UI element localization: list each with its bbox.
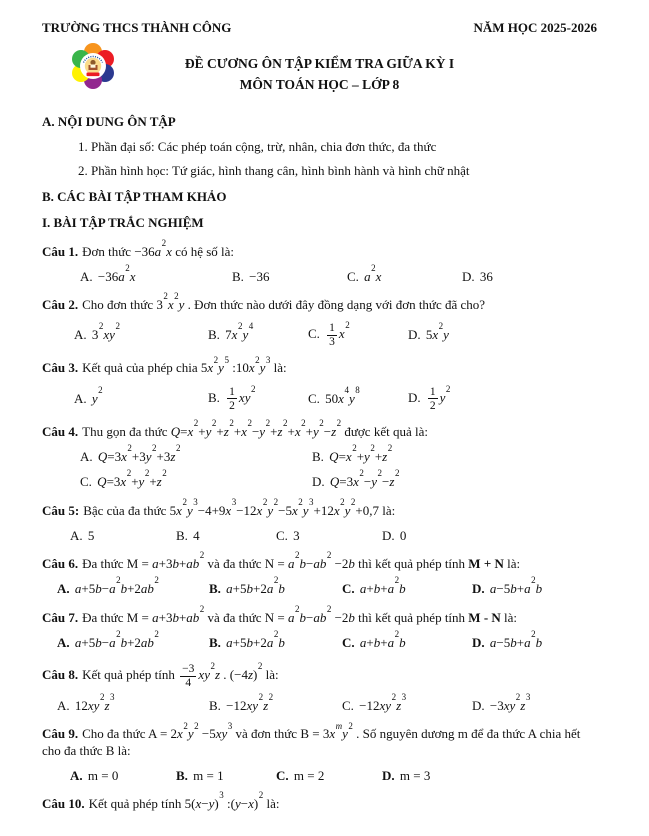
question-4 [42, 417, 597, 440]
question-4-options [42, 443, 597, 491]
question-8-option-a: A. $12xy^2z^3$ [57, 692, 115, 714]
question-10 [42, 790, 597, 812]
question-1-option-b: B. −36 [232, 268, 270, 284]
question-7-option-a: A. $a+5b-a^2b+2ab^2$ [57, 628, 159, 650]
question-7-number: Câu 7. [42, 609, 79, 625]
document-title-line2: MÔN TOÁN HỌC – LỚP 8 [239, 77, 400, 93]
question-4-number: Câu 4. [42, 423, 79, 439]
question-6 [42, 550, 597, 572]
question-7 [42, 603, 597, 626]
question-2-number: Câu 2. [42, 297, 79, 312]
question-6-number: Câu 6. [42, 556, 79, 571]
question-1-option-c: C. $a^2x$ [347, 262, 382, 284]
question-3-option-c: C. $50x^4y^8$ [308, 384, 360, 406]
question-5-option-a: A. 5 [70, 527, 95, 543]
question-1-option-a: A. $-36a^2x$ [80, 262, 136, 284]
question-4-option-a: A. $Q=3x^2+3y^2+3z^2$ [80, 443, 181, 464]
question-5 [42, 496, 597, 519]
question-5-number: Câu 5: [42, 502, 80, 518]
question-8-option-b: B. $-12xy^2z^2$ [209, 692, 274, 714]
question-4-text: Thu gọn đa thức $Q=x^2+y^2+z^2+x^2-y^2+z^2+x^2+y^2-z^2$ được kết quả là: [82, 417, 428, 439]
question-4-option-d: D. $Q=3x^2-y^2-z^2$ [312, 468, 400, 490]
section-b-heading: B. CÁC BÀI TẬP THAM KHẢO [42, 189, 227, 204]
question-5-option-d: D. 0 [382, 527, 407, 543]
question-9-option-a: A. m = 0 [70, 767, 119, 783]
question-10-number: Câu 10. [42, 796, 85, 812]
question-9-text: Cho đa thức $A = 2x^2y^2 -5xy^3$ và đơn thức $B = 3x^my^2$ . Số nguyên dương m để đa thức A chia hết cho đa thức B là: [42, 720, 581, 758]
question-5-option-b: B. 4 [176, 527, 200, 543]
question-6-options [42, 575, 597, 597]
question-2-option-b: B. $7x^2y^4$ [208, 321, 254, 343]
question-2-option-d: D. $5x^2y$ [408, 321, 449, 343]
question-9-options [42, 768, 597, 784]
question-5-options [42, 528, 597, 544]
section-a-item-1: 1. Phần đại số: Các phép toán cộng, trừ, nhân, chia đơn thức, đa thức [78, 138, 437, 154]
question-8 [42, 663, 597, 689]
question-7-option-d: D. $a-5b+a^2b$ [472, 628, 543, 650]
question-4-option-b: B. $Q=x^2+y^2+z^2$ [312, 443, 393, 464]
question-2-text: Cho đơn thức $3^2x^2y$ . Đơn thức nào dưới đây đồng dạng với đơn thức đã cho? [82, 291, 486, 312]
question-6-option-b: B. $a+5b+2a^2b$ [209, 575, 285, 597]
question-6-text: Đa thức $M = a+3b+ab^2$ và đa thức $N = a^2b-ab^2 -2b$ thì kết quả phép tính M + N là: [82, 550, 521, 571]
section-a-item-2: 2. Phần hình học: Tứ giác, hình thang cân, hình bình hành và hình chữ nhật [78, 162, 470, 178]
section-i-heading: I. BÀI TẬP TRẮC NGHIỆM [42, 215, 204, 231]
question-1-number: Câu 1. [42, 243, 79, 259]
question-6-option-c: C. $a+b+a^2b$ [342, 575, 406, 597]
question-3-option-b: B. $\frac{1}{2}$ $xy^2$ [208, 383, 256, 412]
question-9-option-b: B. m = 1 [176, 767, 224, 783]
school-logo [68, 42, 118, 90]
section-a-heading: A. NỘI DUNG ÔN TẬP [42, 114, 176, 130]
question-1-text: Đơn thức $-36a^2x$ có hệ số là: [82, 237, 235, 259]
question-7-text: Đa thức $M = a+3b+ab^2$ và đa thức $N = a^2b-ab^2 -2b$ thì kết quả phép tính M - N là: [82, 603, 518, 625]
question-9-number: Câu 9. [42, 726, 79, 742]
question-9-option-c: C. m = 2 [276, 767, 325, 783]
question-3 [42, 354, 597, 376]
question-1-option-d: D. 36 [462, 268, 493, 284]
question-4-option-c: C. $Q=3x^2+y^2+z^2$ [80, 468, 167, 490]
title-block [42, 42, 597, 104]
school-name: TRƯỜNG THCS THÀNH CÔNG [42, 20, 232, 35]
question-1 [42, 237, 597, 260]
question-7-options [42, 628, 597, 651]
question-2 [42, 291, 597, 313]
question-5-text: Bậc của đa thức $5x^2y^3-4+9x^3-12x^2y^2-5x^2y^3+12x^2y^2+0,7$ là: [83, 496, 396, 518]
question-2-option-a: A. $3^2xy^2$ [74, 321, 120, 343]
document-header [42, 20, 597, 36]
question-7-option-c: C. $a+b+a^2b$ [342, 628, 406, 650]
question-3-option-d: D. $\frac{1}{2}$ $y^2$ [408, 383, 451, 412]
question-8-option-c: C. $-12xy^2z^3$ [342, 692, 407, 714]
question-2-option-c: C. $\frac{1}{3}$ $x^2$ [308, 320, 350, 349]
question-10-text: Kết quả phép tính $5(x-y)^3$ $:(y-x)^2$ là: [88, 790, 280, 812]
question-3-number: Câu 3. [42, 360, 79, 376]
question-8-option-d: D. $-3xy^2z^3$ [472, 692, 531, 714]
question-8-options [42, 692, 597, 714]
question-9-option-d: D. m = 3 [382, 767, 431, 783]
question-3-text: Kết quả của phép chia $5x^2y^5$ $:10x^2y^3$ là: [82, 354, 287, 376]
question-8-text: Kết quả phép tính $\frac{-3}{4}$ $xy^2z$ . $(-4z)^2$ là: [82, 661, 279, 690]
question-3-options [42, 383, 597, 412]
question-8-number: Câu 8. [42, 667, 79, 683]
question-2-options [42, 322, 597, 348]
document-title-line1: ĐỀ CƯƠNG ÔN TẬP KIỂM TRA GIỮA KỲ I [184, 56, 455, 72]
question-3-option-a: A. $y^2$ [74, 384, 103, 406]
school-year: NĂM HỌC 2025-2026 [473, 20, 597, 35]
question-9 [42, 720, 597, 759]
question-6-option-d: D. $a-5b+a^2b$ [472, 575, 543, 597]
question-1-options [42, 262, 597, 285]
question-7-option-b: B. $a+5b+2a^2b$ [209, 628, 285, 650]
question-5-option-c: C. 3 [276, 527, 300, 543]
question-6-option-a: A. $a+5b-a^2b+2ab^2$ [57, 575, 159, 597]
